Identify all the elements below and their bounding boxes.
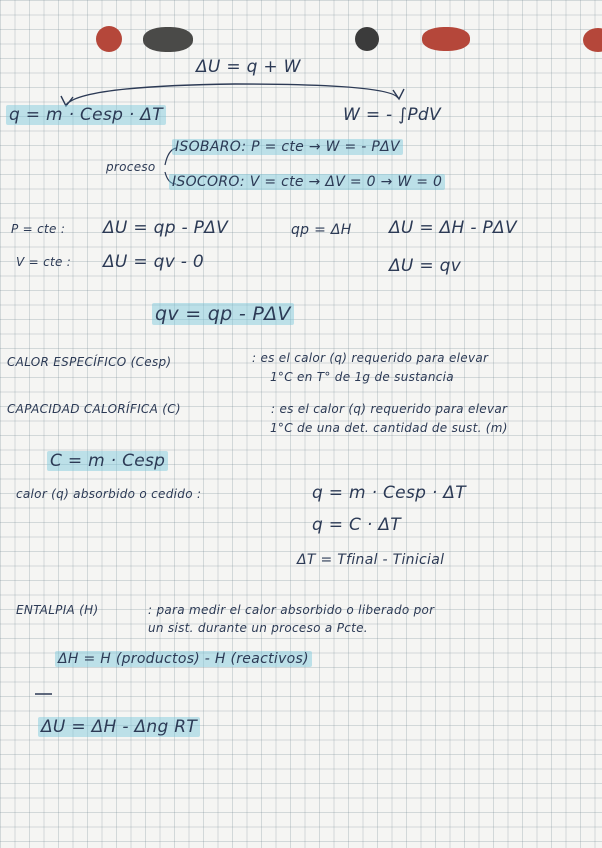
delta-h-formula: ΔH = H (productos) - H (reactivos) (55, 651, 312, 667)
qp-dh-equation: qp = ΔH (291, 222, 352, 238)
proceso-label: proceso (106, 160, 156, 174)
du-dh-equation: ΔU = ΔH - PΔV (389, 218, 517, 238)
c-formula: C = m · Cesp (47, 451, 168, 471)
entalpia-def-2: un sist. durante un proceso a Pcte. (148, 621, 368, 635)
isocoro-equation: ISOCORO: V = cte → ΔV = 0 → W = 0 (169, 174, 445, 190)
qv-qp-equation: qv = qp - PΔV (152, 303, 294, 325)
work-equation: W = - ∫PdV (343, 105, 441, 125)
capacidad-def-1: : es el calor (q) requerido para elevar (271, 402, 508, 416)
q-heat-equation: q = m · Cesp · ΔT (6, 105, 166, 125)
calor-absorbido-label: calor (q) absorbido o cedido : (16, 487, 202, 501)
p-const-label: P = cte : (11, 222, 66, 236)
calor-especifico-def-1: : es el calor (q) requerido para elevar (252, 351, 489, 365)
isobaro-equation: ISOBARO: P = cte → W = - PΔV (172, 139, 403, 155)
p-const-equation: ΔU = qp - PΔV (103, 218, 229, 238)
capacidad-term: CAPACIDAD CALORÍFICA (C) (7, 402, 181, 416)
calor-especifico-def-2: 1°C en T° de 1g de sustancia (270, 370, 454, 384)
delta-u-formula: ΔU = ΔH - Δng RT (38, 717, 200, 737)
entalpia-term: ENTALPIA (H) (16, 603, 99, 617)
first-law-equation: ΔU = q + W (196, 57, 301, 77)
capacidad-def-2: 1°C de una det. cantidad de sust. (m) (270, 421, 508, 435)
v-const-label: V = cte : (16, 255, 72, 269)
calor-equation-2: q = C · ΔT (312, 515, 401, 535)
delta-t-equation: ΔT = Tfinal - Tinicial (297, 552, 445, 568)
du-qv-equation: ΔU = qv (389, 256, 462, 276)
calor-especifico-term: CALOR ESPECÍFICO (Cesp) (7, 355, 172, 369)
entalpia-def-1: : para medir el calor absorbido o liberado por (148, 603, 435, 617)
v-const-equation: ΔU = qv - 0 (103, 252, 205, 272)
calor-equation-1: q = m · Cesp · ΔT (312, 483, 466, 503)
